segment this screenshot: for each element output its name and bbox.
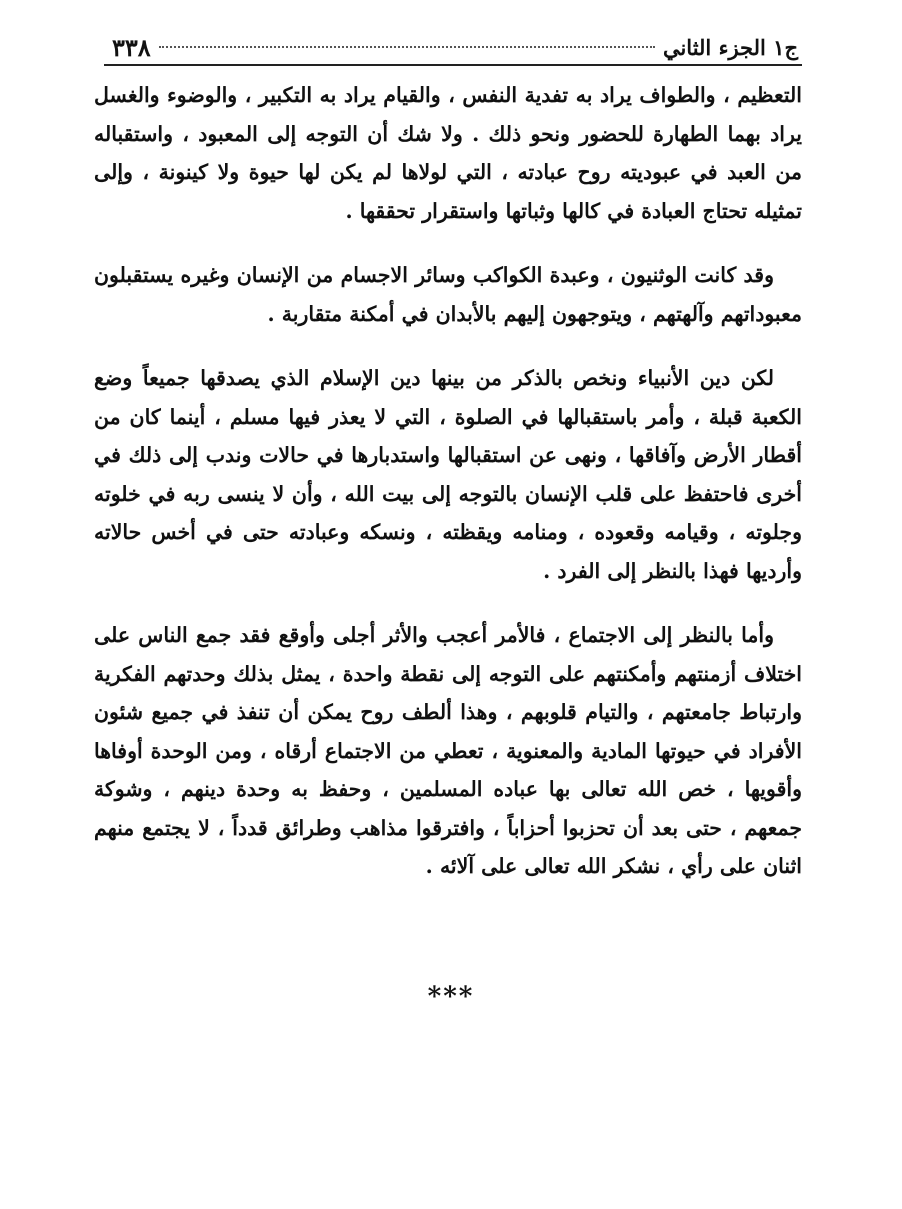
page-number: ٣٣٨ bbox=[112, 32, 151, 62]
running-header bbox=[104, 30, 802, 66]
paragraph-2: وقد كانت الوثنيون ، وعبدة الكواكب وسائر الاجسام من الإنسان وغيره يستقبلون معبوداتهم وآلهتهم ، ويتوجهون إليهم بالأبدان في أمكنة متقاربة . bbox=[94, 263, 802, 326]
header-dotted-rule bbox=[159, 46, 655, 48]
section-separator: *** bbox=[427, 982, 475, 1012]
paragraph-3: لكن دين الأنبياء ونخص بالذكر من بينها دين الإسلام الذي يصدقها جميعاً وضع الكعبة قبلة ، وأمر باستقبالها في الصلوة ، التي لا يعذر فيها مسلم ، أينما كان من أقطار الأرض وآفاقها ، ونهى عن استقبالها واستدبارها في حالات وندب إلى ذلك في أخرى فاحتفظ على قلب الإنسان بالتوجه إلى بيت الله ، وأن لا ينسى ربه في خلوته وجلوته ، وقيامه وقعوده ، ومنامه ويقظته ، ونسكه وعبادته حتى في أخس حالاته وأرديها فهذا بالنظر إلى الفرد . bbox=[94, 366, 802, 583]
paragraph-1: التعظيم ، والطواف يراد به تفدية النفس ، والقيام يراد به التكبير ، والوضوء والغسل يراد بهما الطهارة للحضور ونحو ذلك . ولا شك أن التوجه إلى المعبود ، واستقباله من العبد في عبوديته روح عبادته ، التي لولاها لم يكن لها حيوة ولا كينونة ، وإلى تمثيله تحتاج العبادة في كالها وثباتها واستقرار تحققها . bbox=[94, 83, 802, 223]
header-title: ج١ الجزء الثاني bbox=[662, 34, 798, 60]
main-text-block bbox=[94, 76, 802, 886]
paragraph-4: وأما بالنظر إلى الاجتماع ، فالأمر أعجب والأثر أجلى وأوقع فقد جمع الناس على اختلاف أزمنتهم وأمكنتهم على التوجه إلى نقطة واحدة ، يمثل بذلك وحدتهم الفكرية وارتباط جامعتهم ، والتيام قلوبهم ، وهذا ألطف روح يمكن أن تنفذ في جميع شئون الأفراد في حيوتها المادية والمعنوية ، تعطي من الاجتماع أرقاه ، ومن الوحدة أوفاها وأقويها ، خص الله تعالى بها عباده المسلمين ، وحفظ به وحدة دينهم ، وشوكة جمعهم ، حتى بعد أن تحزبوا أحزاباً ، وافترقوا مذاهب وطرائق قدداً ، لا يجتمع منهم اثنان على رأي ، نشكر الله تعالى على آلائه . bbox=[94, 623, 802, 878]
